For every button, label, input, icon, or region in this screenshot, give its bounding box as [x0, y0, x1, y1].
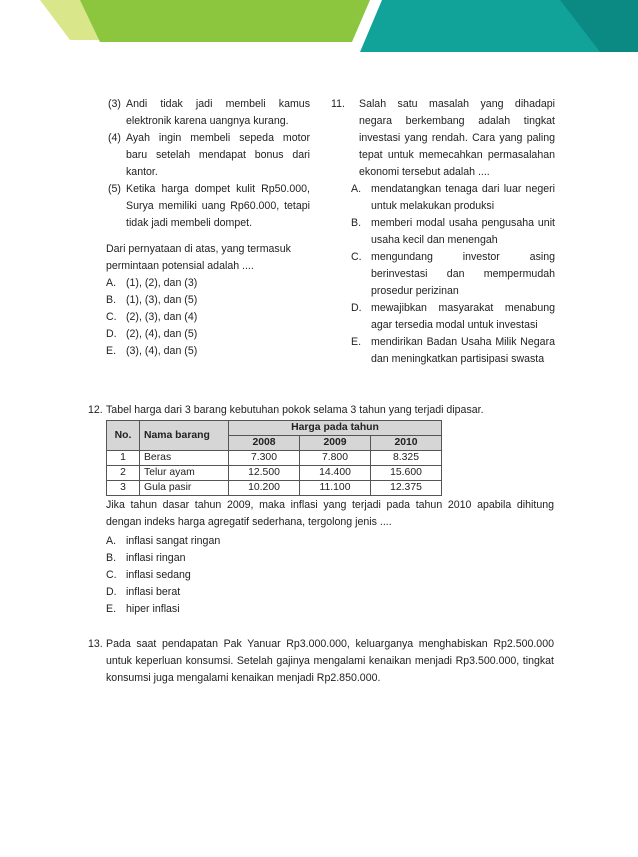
cell-price: 11.100	[300, 481, 371, 496]
answer-option[interactable]	[106, 343, 310, 360]
option-text: inflasi berat	[126, 586, 181, 598]
option-text: inflasi ringan	[126, 552, 186, 564]
answer-option[interactable]	[351, 215, 555, 249]
col-header-no: No.	[107, 421, 140, 451]
option-text: mengundang investor asing berinvestasi dan mempermudah prosedur perizinan	[371, 251, 555, 297]
cell-price: 15.600	[371, 466, 442, 481]
statement-list	[88, 96, 310, 232]
answer-option[interactable]	[106, 292, 310, 309]
statement-item	[88, 130, 310, 181]
answer-option[interactable]	[351, 181, 555, 215]
option-letter: A.	[106, 277, 117, 289]
option-letter: E.	[106, 345, 117, 357]
option-text: (2), (4), dan (5)	[126, 328, 198, 340]
question-13	[88, 636, 554, 687]
question-text: Pada saat pendapatan Pak Yanuar Rp3.000.000, keluarganya menghabiskan Rp2.500.000 untuk keperluan konsumsi. Setelah gajinya mengalami kenaikan menjadi Rp3.500.000, tingkat konsumsi juga mengalami kenaikan menjadi Rp2.850.000.	[106, 638, 554, 684]
option-letter: E.	[351, 336, 362, 348]
statement-text: Andi tidak jadi membeli kamus elektronik karena uangnya kurang.	[126, 98, 310, 127]
statement-number: (4)	[108, 132, 121, 144]
statement-number: (3)	[108, 98, 121, 110]
question-text: Salah satu masalah yang dihadapi negara berkembang adalah tingkat investasi yang rendah. Cara yang paling tepat untuk memecahkan permasalahan ekonomi tersebut adalah ....	[359, 98, 555, 178]
option-text: (2), (3), dan (4)	[126, 311, 198, 323]
answer-option[interactable]	[106, 326, 310, 343]
statement-text: Ayah ingin membeli sepeda motor baru setelah mendapat bonus dari kantor.	[126, 132, 310, 178]
statement-item	[88, 96, 310, 130]
price-table	[106, 420, 442, 496]
option-text: mewajibkan masyarakat menabung agar tersedia modal untuk investasi	[371, 302, 555, 331]
col-header-year: 2008	[229, 436, 300, 451]
option-letter: B.	[106, 294, 117, 306]
question-number: 12.	[88, 404, 103, 416]
answer-option[interactable]	[106, 601, 554, 618]
cell-price: 10.200	[229, 481, 300, 496]
col-header-group: Harga pada tahun	[229, 421, 442, 436]
question-text: Tabel harga dari 3 barang kebutuhan pokok selama 3 tahun yang terjadi dipasar.	[106, 404, 484, 416]
answer-option[interactable]	[106, 550, 554, 567]
cell-price: 12.500	[229, 466, 300, 481]
cell-name: Telur ayam	[140, 466, 229, 481]
question-12	[88, 402, 554, 618]
option-letter: E.	[106, 603, 117, 615]
cell-no: 3	[107, 481, 140, 496]
question-lead: Dari pernyataan di atas, yang termasuk permintaan potensial adalah ....	[106, 243, 291, 272]
cell-price: 8.325	[371, 451, 442, 466]
answer-option[interactable]	[351, 334, 555, 368]
option-text: inflasi sangat ringan	[126, 535, 221, 547]
col-header-name: Nama barang	[140, 421, 229, 451]
option-text: inflasi sedang	[126, 569, 191, 581]
option-letter: B.	[351, 217, 362, 229]
question-number: 13.	[88, 638, 103, 650]
option-letter: B.	[106, 552, 117, 564]
question-stem	[331, 96, 555, 181]
answer-option[interactable]	[106, 567, 554, 584]
answer-option[interactable]	[106, 584, 554, 601]
option-letter: D.	[106, 328, 117, 340]
option-text: hiper inflasi	[126, 603, 180, 615]
option-letter: A.	[106, 535, 117, 547]
col-header-year: 2009	[300, 436, 371, 451]
col-header-year: 2010	[371, 436, 442, 451]
table-row	[107, 451, 442, 466]
option-letter: D.	[106, 586, 117, 598]
statement-item	[88, 181, 310, 232]
answer-option[interactable]	[106, 309, 310, 326]
statement-number: (5)	[108, 183, 121, 195]
cell-price: 12.375	[371, 481, 442, 496]
question-followup: Jika tahun dasar tahun 2009, maka inflasi yang terjadi pada tahun 2010 apabila dihitung dengan indeks harga agregatif sederhana, tergolong jenis ....	[106, 499, 554, 528]
cell-no: 1	[107, 451, 140, 466]
answer-options	[88, 275, 310, 360]
option-letter: A.	[351, 183, 362, 195]
cell-name: Beras	[140, 451, 229, 466]
table-row	[107, 481, 442, 496]
table-row	[107, 466, 442, 481]
option-text: (1), (3), dan (5)	[126, 294, 198, 306]
question-11	[331, 96, 555, 368]
cell-price: 7.800	[300, 451, 371, 466]
option-letter: C.	[106, 569, 117, 581]
answer-option[interactable]	[351, 249, 555, 300]
option-text: (1), (2), dan (3)	[126, 277, 198, 289]
option-text: mendatangkan tenaga dari luar negeri untuk melakukan produksi	[371, 183, 555, 212]
statement-text: Ketika harga dompet kulit Rp50.000, Surya memiliki uang Rp60.000, tetapi tidak jadi membeli dompet.	[126, 183, 310, 229]
answer-options	[106, 533, 554, 618]
cell-name: Gula pasir	[140, 481, 229, 496]
option-letter: C.	[351, 251, 362, 263]
answer-option[interactable]	[351, 300, 555, 334]
option-text: memberi modal usaha pengusaha unit usaha kecil dan menengah	[371, 217, 555, 246]
cell-price: 7.300	[229, 451, 300, 466]
cell-price: 14.400	[300, 466, 371, 481]
question-previous	[88, 96, 310, 360]
option-letter: D.	[351, 302, 362, 314]
option-letter: C.	[106, 311, 117, 323]
answer-options	[351, 181, 555, 368]
question-number: 11.	[331, 98, 345, 110]
cell-no: 2	[107, 466, 140, 481]
option-text: (3), (4), dan (5)	[126, 345, 198, 357]
answer-option[interactable]	[106, 533, 554, 550]
answer-option[interactable]	[106, 275, 310, 292]
option-text: mendirikan Badan Usaha Milik Negara dan meningkatkan partisipasi swasta	[371, 336, 555, 365]
